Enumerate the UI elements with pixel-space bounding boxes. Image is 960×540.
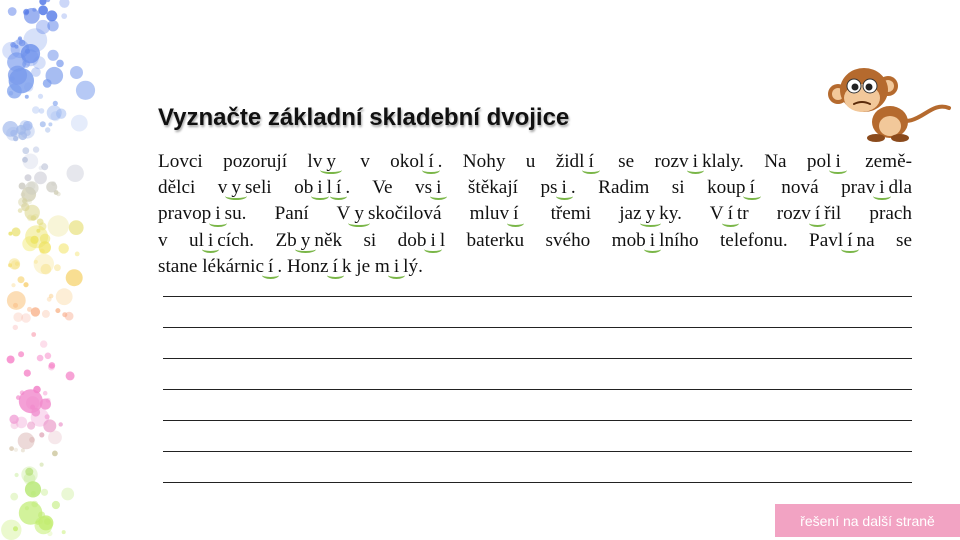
bokeh-dot	[52, 501, 60, 509]
page-title: Vyznačte základní skladební dvojice	[158, 104, 570, 131]
fill-in-letter: y	[350, 204, 368, 223]
fill-in-letter: i	[432, 178, 445, 197]
bokeh-dot	[41, 489, 48, 496]
bokeh-dot	[37, 355, 44, 362]
fill-in-letter: í	[724, 204, 737, 223]
bokeh-dot	[24, 370, 31, 377]
exercise-text	[158, 149, 912, 280]
text-segment: štěkají ps	[445, 177, 558, 199]
bokeh-dot	[9, 91, 14, 96]
text-segment: tr rozv	[736, 203, 811, 225]
bokeh-dot	[25, 481, 41, 497]
text-segment: země-	[844, 151, 912, 172]
bokeh-dot	[61, 488, 74, 501]
bokeh-dot	[33, 56, 46, 69]
bokeh-dot	[48, 50, 59, 61]
text-segment: v okol	[339, 151, 425, 172]
bokeh-dot	[16, 38, 23, 45]
answer-line	[163, 482, 912, 483]
fill-in-letter: í	[509, 204, 522, 223]
text-segment: dla	[888, 177, 912, 199]
fill-in-letter: i	[558, 178, 571, 197]
bokeh-dot	[48, 364, 55, 371]
fill-in-letter: i	[875, 178, 888, 197]
text-segment: skočilová mluv	[367, 203, 510, 225]
bokeh-dot	[16, 395, 21, 400]
text-segment: cích. Zb	[217, 229, 297, 251]
bokeh-dot	[48, 431, 62, 445]
bokeh-dot	[22, 157, 28, 163]
bokeh-dot	[18, 276, 25, 283]
bokeh-dot	[45, 353, 52, 360]
text-segment: lý.	[403, 255, 423, 277]
text-segment: k je m	[341, 255, 390, 277]
bokeh-dot	[25, 174, 32, 181]
text-segment: pravop	[158, 203, 212, 225]
bokeh-dot	[42, 310, 50, 318]
bokeh-dot	[46, 182, 57, 193]
bokeh-dot	[31, 332, 36, 337]
bokeh-dot	[31, 501, 38, 508]
monkey-icon	[824, 60, 954, 145]
bokeh-dot	[21, 448, 25, 452]
exercise-line	[158, 175, 912, 201]
bokeh-dot	[40, 463, 44, 467]
bokeh-dot	[59, 243, 69, 253]
bokeh-dot	[19, 183, 26, 190]
bokeh-dot	[43, 391, 48, 396]
bokeh-dot	[38, 5, 48, 15]
bokeh-dot	[31, 307, 40, 316]
bokeh-dot	[20, 124, 35, 139]
bokeh-dot	[47, 105, 62, 120]
fill-in-letter: i	[646, 231, 659, 250]
bokeh-dot	[48, 122, 52, 126]
bokeh-dot	[25, 506, 29, 510]
answer-line	[163, 389, 912, 390]
exercise-line	[158, 201, 912, 227]
exercise-line	[158, 228, 912, 254]
bokeh-dot	[9, 446, 14, 451]
bokeh-dot	[20, 390, 25, 395]
bokeh-dot	[22, 147, 29, 154]
bokeh-dot	[71, 115, 88, 132]
text-segment: na se	[856, 229, 912, 251]
fill-in-letter: í	[811, 204, 824, 223]
text-segment: třemi jaz	[522, 203, 642, 225]
bokeh-dot	[69, 220, 84, 235]
bokeh-dot	[18, 433, 35, 450]
fill-in-letter: í	[264, 257, 277, 276]
fill-in-letter: i	[426, 231, 439, 250]
fill-in-letter: í	[329, 257, 342, 276]
bokeh-dot	[25, 205, 40, 220]
bokeh-dot	[9, 258, 20, 269]
text-segment: se rozv	[597, 151, 689, 172]
text-segment: . Radim si koup	[570, 177, 746, 199]
bokeh-dot	[53, 101, 58, 106]
bokeh-dot	[2, 121, 18, 137]
text-segment: stane lékárnic	[158, 255, 265, 277]
bokeh-dot	[27, 422, 35, 430]
fill-in-letter: i	[831, 152, 844, 171]
text-segment: něk si dob	[314, 229, 427, 251]
text-segment: seli ob	[244, 177, 314, 199]
next-page-solution-button[interactable]: řešení na další straně	[775, 504, 960, 537]
bokeh-dot	[13, 303, 18, 308]
bokeh-dot	[34, 172, 47, 185]
bokeh-dot	[45, 127, 50, 132]
bokeh-dot	[39, 108, 45, 114]
bokeh-dot	[66, 269, 83, 286]
bokeh-dot	[23, 28, 47, 52]
bokeh-dot	[47, 531, 52, 536]
text-segment: su. Paní V	[224, 203, 351, 225]
text-segment: . Ve vs	[345, 177, 433, 199]
text-segment: . Honz	[277, 255, 329, 277]
bokeh-dot	[40, 249, 45, 254]
bokeh-dot	[62, 312, 67, 317]
bokeh-dot	[33, 386, 41, 394]
text-segment: . Nohy u židl	[437, 151, 585, 172]
bokeh-dot	[59, 422, 63, 426]
bokeh-dot	[14, 448, 18, 452]
fill-in-letter: i	[689, 152, 702, 171]
bokeh-dot	[25, 225, 48, 248]
text-segment: l baterku svého mob	[439, 229, 646, 251]
answer-line	[163, 451, 912, 452]
bokeh-dot	[55, 308, 60, 313]
bokeh-dot	[18, 351, 24, 357]
bokeh-dot	[21, 192, 26, 197]
text-segment: ky. V	[659, 203, 724, 225]
bokeh-dot	[38, 94, 43, 99]
bokeh-dot	[49, 294, 54, 299]
bokeh-dot	[47, 20, 58, 31]
bokeh-dot	[8, 7, 17, 16]
bokeh-dot	[8, 232, 12, 236]
bokeh-dot	[39, 0, 46, 5]
bokeh-dot	[40, 399, 51, 410]
answer-line	[163, 296, 912, 297]
bokeh-dot	[76, 81, 95, 100]
answer-line	[163, 358, 912, 359]
exercise-line	[158, 149, 912, 175]
fill-in-letter: i	[313, 178, 326, 197]
text-segment: řil prach	[824, 203, 912, 225]
bokeh-dot	[23, 10, 29, 16]
text-segment: dělci v	[158, 177, 228, 199]
fill-in-letter: i	[211, 204, 224, 223]
bokeh-dot	[12, 227, 21, 236]
fill-in-letter: y	[297, 231, 315, 250]
bokeh-dot	[10, 42, 16, 48]
bokeh-dot	[39, 166, 43, 170]
fill-in-letter: y	[642, 204, 660, 223]
bokeh-dot	[34, 254, 54, 274]
bokeh-dot	[39, 432, 44, 437]
fill-in-letter: í	[584, 152, 597, 171]
bokeh-dot	[32, 106, 40, 114]
bokeh-dot	[52, 451, 58, 457]
fill-in-letter: i	[204, 231, 217, 250]
bokeh-dot	[26, 396, 39, 409]
bokeh-dot	[11, 283, 15, 287]
bokeh-dot	[45, 414, 50, 419]
bokeh-dot	[75, 252, 80, 257]
bokeh-dot	[1, 520, 21, 540]
exercise-line	[158, 254, 912, 280]
bokeh-dot	[38, 515, 53, 530]
bokeh-dot	[25, 95, 29, 99]
bokeh-dot	[40, 340, 47, 347]
text-segment: nová prav	[758, 177, 876, 199]
bokeh-dot	[56, 288, 73, 305]
fill-in-letter: í	[332, 178, 345, 197]
text-segment: l	[326, 177, 332, 199]
bokeh-dot	[23, 282, 28, 287]
bokeh-dot	[7, 356, 15, 364]
bokeh-dot	[15, 473, 19, 477]
fill-in-letter: i	[390, 257, 403, 276]
fill-in-letter: í	[843, 231, 856, 250]
bokeh-dot	[25, 468, 33, 476]
text-segment: Lovci pozorují lv	[158, 151, 323, 172]
bokeh-dot	[67, 165, 84, 182]
bokeh-dot	[21, 313, 31, 323]
bokeh-dot	[13, 325, 18, 330]
bokeh-dot	[22, 199, 27, 204]
fill-in-letter: í	[745, 178, 758, 197]
text-segment: lního telefonu. Pavl	[659, 229, 844, 251]
fill-in-letter: y	[322, 152, 340, 171]
bokeh-dot	[56, 60, 64, 68]
bokeh-dot	[33, 146, 39, 152]
bokeh-dot	[37, 219, 44, 226]
bokeh-dot	[36, 521, 40, 525]
bokeh-dot	[46, 10, 57, 21]
fill-in-letter: y	[227, 178, 245, 197]
bokeh-dots-decoration	[0, 0, 150, 540]
bokeh-dot	[48, 215, 69, 236]
text-segment: v ul	[158, 229, 204, 251]
answer-line	[163, 420, 912, 421]
bokeh-dot	[70, 66, 83, 79]
bokeh-dot	[32, 8, 36, 12]
bokeh-dot	[24, 82, 33, 91]
bokeh-dot	[10, 493, 18, 501]
bokeh-dot	[59, 0, 69, 8]
bokeh-dot	[54, 264, 61, 271]
bokeh-dot	[40, 121, 46, 127]
fill-in-letter: í	[424, 152, 437, 171]
bokeh-dot	[46, 67, 64, 85]
bokeh-dot	[16, 417, 28, 429]
bokeh-dot	[66, 371, 75, 380]
answer-line	[163, 327, 912, 328]
bokeh-dot	[61, 13, 67, 19]
bokeh-dot	[25, 181, 38, 194]
bokeh-dot	[62, 530, 66, 534]
bokeh-dot	[8, 66, 27, 85]
text-segment: klaly. Na pol	[701, 151, 832, 172]
